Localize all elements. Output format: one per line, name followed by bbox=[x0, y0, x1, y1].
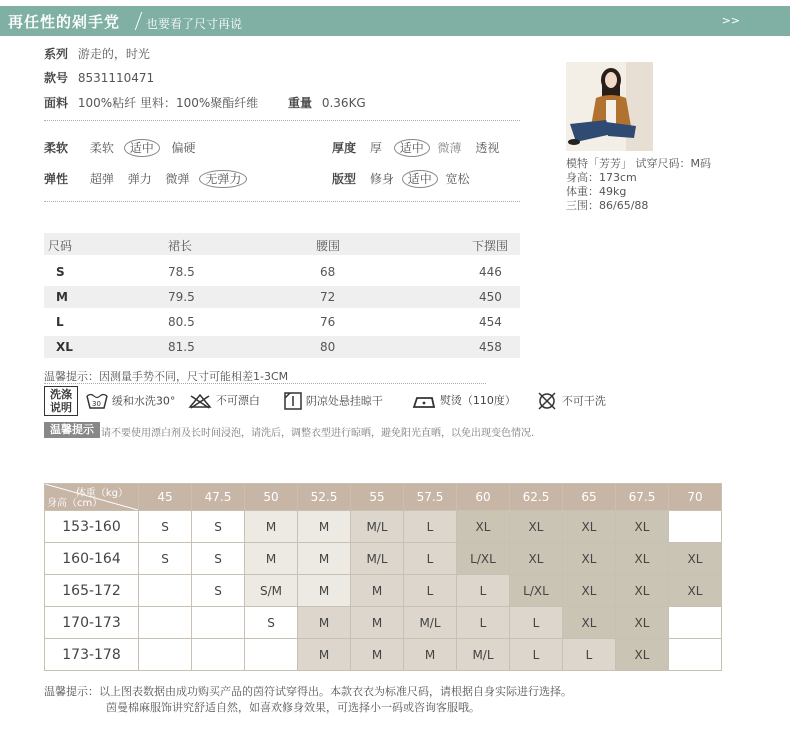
size-cell: 446 bbox=[479, 265, 502, 279]
size-header: 裙长 bbox=[168, 239, 193, 253]
grid-cell: S bbox=[245, 607, 298, 639]
line-dry-icon bbox=[284, 392, 302, 410]
grid-row bbox=[45, 511, 722, 543]
elasticity-option-selected: 无弹力 bbox=[199, 170, 247, 188]
care-wash bbox=[86, 392, 175, 410]
weight-value: 0.36KG bbox=[321, 96, 366, 110]
grid-cell: M bbox=[245, 511, 298, 543]
softness-label: 柔软 bbox=[44, 141, 69, 155]
attr-elasticity bbox=[44, 170, 247, 188]
grid-cell bbox=[139, 575, 192, 607]
elasticity-option: 微弹 bbox=[165, 172, 190, 186]
grid-cell: M bbox=[351, 639, 404, 671]
grid-cell: M bbox=[351, 607, 404, 639]
size-cell: M bbox=[56, 290, 68, 304]
grid-cell bbox=[669, 607, 722, 639]
size-cell: XL bbox=[56, 340, 73, 354]
grid-cell: XL bbox=[563, 607, 616, 639]
care-iron bbox=[412, 392, 516, 409]
size-cell: 78.5 bbox=[168, 265, 195, 279]
size-table-row bbox=[44, 336, 520, 358]
grid-cell: XL bbox=[669, 543, 722, 575]
wash-temp-number: 30 bbox=[92, 400, 101, 408]
fabric-label: 面料 bbox=[44, 96, 69, 110]
size-table-row bbox=[44, 286, 520, 308]
grid-cell: M/L bbox=[351, 511, 404, 543]
item-label: 款号 bbox=[44, 71, 69, 85]
elasticity-option: 弹力 bbox=[127, 172, 152, 186]
grid-cell: S bbox=[192, 511, 245, 543]
grid-cell: XL bbox=[563, 543, 616, 575]
grid-cell: L bbox=[404, 543, 457, 575]
size-cell: 76 bbox=[320, 315, 336, 329]
weight-header: 57.5 bbox=[404, 484, 457, 511]
grid-cell bbox=[139, 607, 192, 639]
grid-cell: M/L bbox=[351, 543, 404, 575]
divider bbox=[44, 201, 520, 202]
series-value: 游走的，时光 bbox=[77, 47, 150, 61]
header-banner bbox=[0, 6, 790, 36]
size-cell: 80 bbox=[320, 340, 336, 354]
footer-note: 茵曼棉麻服饰讲究舒适自然，如喜欢修身效果，可选择小一码或咨询客服哦。 bbox=[106, 701, 480, 714]
size-cell: 72 bbox=[320, 290, 336, 304]
weight-header: 55 bbox=[351, 484, 404, 511]
info-fabric bbox=[44, 94, 258, 111]
size-cell: 79.5 bbox=[168, 290, 195, 304]
thickness-option: 透视 bbox=[475, 141, 500, 155]
size-cell: 68 bbox=[320, 265, 336, 279]
grid-cell: L bbox=[404, 575, 457, 607]
fit-option-selected: 适中 bbox=[402, 170, 438, 188]
softness-option: 偏硬 bbox=[171, 141, 196, 155]
item-value: 8531110471 bbox=[77, 71, 155, 85]
grid-cell: XL bbox=[563, 575, 616, 607]
care-label-line: 说明 bbox=[50, 401, 72, 414]
grid-corner bbox=[45, 484, 139, 511]
info-weight bbox=[288, 94, 366, 111]
grid-cell: S/M bbox=[245, 575, 298, 607]
model-line: 体重：49kg bbox=[566, 185, 627, 198]
elasticity-option: 超弹 bbox=[89, 172, 114, 186]
attr-fit bbox=[332, 170, 470, 188]
grid-cell: M bbox=[245, 543, 298, 575]
grid-row bbox=[45, 607, 722, 639]
grid-cell: L/XL bbox=[457, 543, 510, 575]
grid-cell bbox=[669, 639, 722, 671]
size-note: 温馨提示：因测量手势不同，尺寸可能相差1-3CM bbox=[44, 370, 289, 383]
fabric-value: 100%粘纤 里料：100%聚酯纤维 bbox=[77, 96, 259, 110]
grid-cell bbox=[139, 639, 192, 671]
grid-cell: L bbox=[510, 639, 563, 671]
grid-cell: L bbox=[404, 511, 457, 543]
info-item bbox=[44, 69, 154, 86]
model-info bbox=[566, 157, 711, 213]
fit-label: 版型 bbox=[332, 172, 357, 186]
height-header: 170-173 bbox=[45, 607, 139, 639]
model-photo bbox=[566, 62, 653, 151]
weight-header: 70 bbox=[669, 484, 722, 511]
no-dry-clean-icon bbox=[536, 392, 558, 410]
size-cell: 81.5 bbox=[168, 340, 195, 354]
grid-cell: S bbox=[192, 543, 245, 575]
size-header: 腰围 bbox=[316, 239, 341, 253]
divider bbox=[44, 383, 486, 384]
iron-icon bbox=[412, 393, 436, 409]
grid-cell: M bbox=[298, 543, 351, 575]
height-header: 153-160 bbox=[45, 511, 139, 543]
size-cell: S bbox=[56, 265, 65, 279]
hand-wash-icon bbox=[86, 392, 108, 410]
softness-option: 柔软 bbox=[89, 141, 114, 155]
elasticity-label: 弹性 bbox=[44, 172, 69, 186]
weight-header: 60 bbox=[457, 484, 510, 511]
attr-softness bbox=[44, 139, 196, 157]
height-header: 160-164 bbox=[45, 543, 139, 575]
grid-cell bbox=[192, 639, 245, 671]
attr-thickness bbox=[332, 139, 499, 157]
size-table-row bbox=[44, 261, 520, 283]
weight-header: 47.5 bbox=[192, 484, 245, 511]
divider bbox=[44, 120, 520, 121]
grid-cell: XL bbox=[616, 511, 669, 543]
info-series bbox=[44, 45, 150, 62]
grid-row bbox=[45, 575, 722, 607]
grid-cell bbox=[192, 607, 245, 639]
model-line: 三围：86/65/88 bbox=[566, 199, 649, 212]
model-line: 模特「芳芳」 试穿尺码：M码 bbox=[566, 157, 711, 170]
size-header: 下摆围 bbox=[472, 239, 509, 253]
height-axis-label: 身高（cm） bbox=[47, 498, 103, 509]
grid-cell: M bbox=[404, 639, 457, 671]
tip-text: 请不要使用漂白剂及长时间浸泡，请洗后，调整衣型进行晾晒，避免阳光直晒，以免出现变色情况. bbox=[101, 428, 535, 439]
tip-badge: 温馨提示 bbox=[44, 422, 100, 438]
size-cell: L bbox=[56, 315, 64, 329]
size-table-header bbox=[44, 233, 520, 255]
grid-cell: L bbox=[457, 607, 510, 639]
weight-header: 50 bbox=[245, 484, 298, 511]
care-label-box bbox=[44, 386, 78, 416]
size-header: 尺码 bbox=[48, 239, 73, 253]
grid-cell: XL bbox=[669, 575, 722, 607]
header-title: 再任性的剁手党 bbox=[8, 13, 121, 31]
model-figure-icon bbox=[566, 62, 653, 151]
care-bleach bbox=[188, 392, 260, 409]
thickness-option: 厚 bbox=[369, 141, 382, 155]
wash-text: 缓和水洗30° bbox=[111, 394, 176, 408]
size-cell: 454 bbox=[479, 315, 502, 329]
grid-header-row bbox=[45, 484, 722, 511]
weight-header: 62.5 bbox=[510, 484, 563, 511]
series-label: 系列 bbox=[44, 47, 69, 61]
grid-cell bbox=[245, 639, 298, 671]
grid-cell: XL bbox=[510, 543, 563, 575]
grid-row bbox=[45, 639, 722, 671]
grid-cell: S bbox=[139, 543, 192, 575]
grid-cell: M/L bbox=[404, 607, 457, 639]
grid-cell: L/XL bbox=[510, 575, 563, 607]
size-cell: 80.5 bbox=[168, 315, 195, 329]
thickness-option: 微薄 bbox=[437, 141, 462, 155]
grid-row bbox=[45, 543, 722, 575]
weight-header: 52.5 bbox=[298, 484, 351, 511]
softness-option-selected: 适中 bbox=[124, 139, 160, 157]
care-dryclean bbox=[536, 392, 606, 410]
grid-cell: XL bbox=[563, 511, 616, 543]
weight-header: 67.5 bbox=[616, 484, 669, 511]
header-separator bbox=[135, 12, 143, 30]
weight-header: 65 bbox=[563, 484, 616, 511]
grid-cell: M bbox=[298, 511, 351, 543]
grid-cell: M bbox=[351, 575, 404, 607]
size-cell: 458 bbox=[479, 340, 502, 354]
grid-cell: S bbox=[192, 575, 245, 607]
care-dry bbox=[284, 392, 383, 410]
height-header: 165-172 bbox=[45, 575, 139, 607]
grid-cell: XL bbox=[510, 511, 563, 543]
grid-cell: L bbox=[563, 639, 616, 671]
dryclean-text: 不可干洗 bbox=[561, 394, 606, 408]
grid-cell: M/L bbox=[457, 639, 510, 671]
iron-text: 熨烫（110度） bbox=[439, 394, 516, 407]
bleach-text: 不可漂白 bbox=[215, 394, 260, 407]
grid-cell: XL bbox=[616, 543, 669, 575]
more-link[interactable]: >> bbox=[721, 14, 740, 27]
care-label-line: 洗涤 bbox=[50, 388, 72, 401]
thickness-label: 厚度 bbox=[332, 141, 357, 155]
grid-cell bbox=[669, 511, 722, 543]
grid-cell: S bbox=[139, 511, 192, 543]
size-table-row bbox=[44, 311, 520, 333]
no-bleach-icon bbox=[188, 393, 212, 409]
grid-cell: L bbox=[510, 607, 563, 639]
size-recommendation-grid bbox=[44, 483, 722, 671]
dry-text: 阴凉处悬挂晾干 bbox=[305, 394, 383, 408]
grid-cell: XL bbox=[616, 575, 669, 607]
footer-note: 温馨提示：以上图表数据由成功购买产品的茵符试穿得出。本款衣衣为标准尺码，请根据自身实际进行选择。 bbox=[44, 685, 572, 698]
grid-cell: M bbox=[298, 575, 351, 607]
header-subtitle: 也要看了尺寸再说 bbox=[146, 17, 243, 31]
model-line: 身高：173cm bbox=[566, 171, 637, 184]
height-header: 173-178 bbox=[45, 639, 139, 671]
fit-option: 宽松 bbox=[445, 172, 470, 186]
grid-cell: M bbox=[298, 607, 351, 639]
grid-cell: XL bbox=[616, 607, 669, 639]
weight-axis-label: 体重（kg） bbox=[75, 488, 128, 499]
weight-header: 45 bbox=[139, 484, 192, 511]
weight-label: 重量 bbox=[288, 96, 313, 110]
fit-option: 修身 bbox=[369, 172, 394, 186]
grid-cell: L bbox=[457, 575, 510, 607]
size-cell: 450 bbox=[479, 290, 502, 304]
grid-cell: M bbox=[298, 639, 351, 671]
thickness-option-selected: 适中 bbox=[394, 139, 430, 157]
grid-cell: XL bbox=[457, 511, 510, 543]
grid-cell: XL bbox=[616, 639, 669, 671]
